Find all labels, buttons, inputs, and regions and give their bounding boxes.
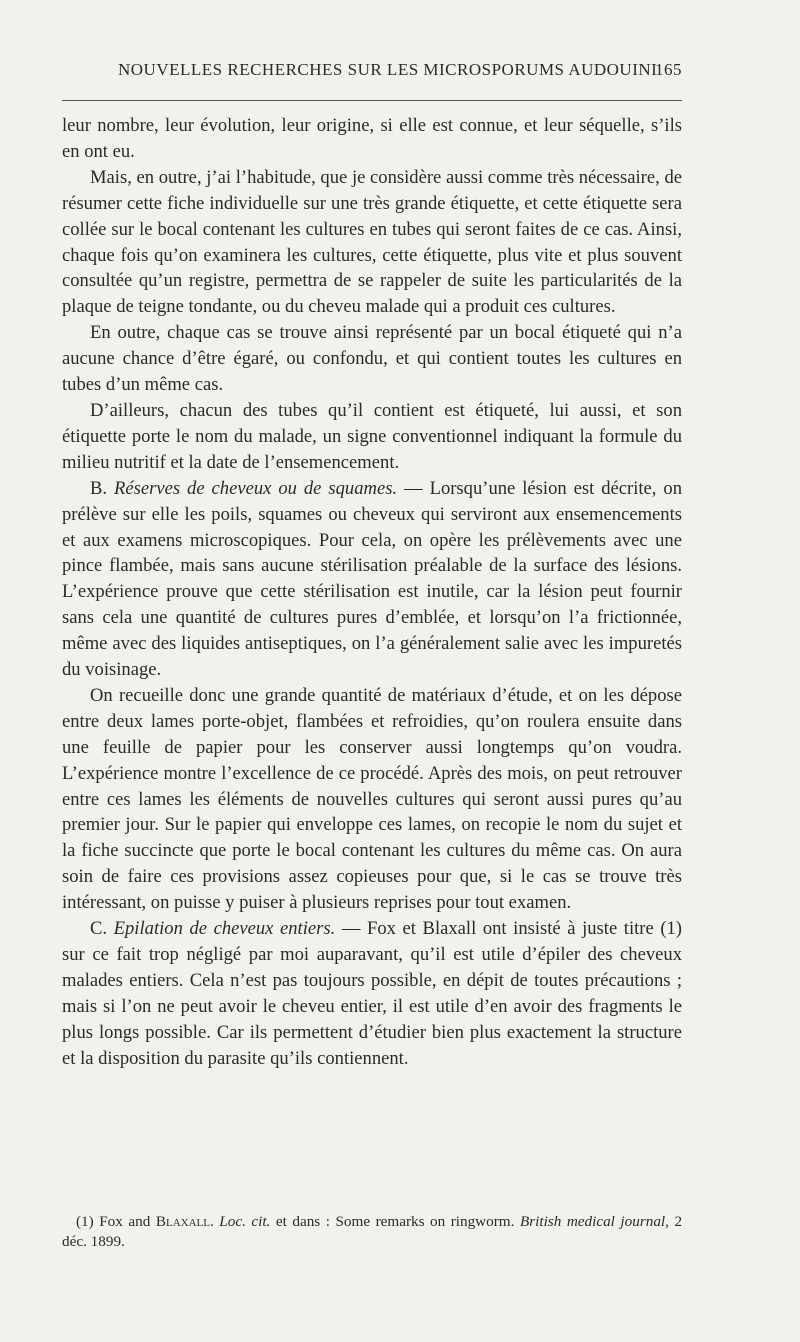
footnote: [62, 1212, 682, 1252]
section-text: — Fox et Blaxall ont insisté à juste titre (1) sur ce fait trop négligé par moi auparavant, qu’il est utile d’épiler des cheveux malades entiers. Cela n’est pas toujours possible, en dépit de toutes précautions ; mais si l’on ne peut avoir le cheveu entier, il est utile d’en avoir des fragments le plus longs possible. Car ils permettent d’étudier bien plus exactement la structure et la disposition du parasite qu’ils contiennent.: [62, 918, 682, 1069]
footnote-text: et dans : Some remarks on ringworm.: [275, 1213, 515, 1230]
paragraph: On recueille donc une grande quantité de matériaux d’étude, et on les dépose entre deux lames porte-objet, flambées et refroidies, qu’on roulera ensuite dans une feuille de papier pour les conserver aussi longtemps qu’on voudra. L’expérience montre l’excellence de ce procédé. Après des mois, on peut retrouver entre ces lames les éléments de nouvelles cultures qui seront aussi pures qu’au premier jour. Sur le papier qui enveloppe ces lames, on recopie le nom du sujet et la fiche succincte que porte le bocal contenant les cultures du même cas. On aura soin de faire ces provisions assez copieuses pour que, si le cas se trouve très intéressant, on puisse y puiser à plusieurs reprises pour tout examen.: [62, 684, 682, 914]
footnote-marker: (1) Fox and: [76, 1213, 151, 1230]
footnote-journal: British medical journal,: [519, 1213, 669, 1230]
section-label: C.: [90, 918, 108, 940]
paragraph: leur nombre, leur évolution, leur origine, si elle est connue, et leur séquelle, s’ils en ont eu.: [62, 115, 682, 162]
paragraph: Mais, en outre, j’ai l’habitude, que je considère aussi comme très nécessaire, de résumer cette fiche individuelle sur une très grande étiquette, et cette étiquette sera collée sur le bocal contenant les cultures en tubes qui seront faites de ce cas. Ainsi, chaque fois qu’on examinera les cultures, cette étiquette, plus vite et plus souvent consultée qu’un registre, permettra de se rappeler de suite les particularités de la plaque de teigne tondante, ou du cheveu malade qui a produit ces cultures.: [62, 166, 682, 318]
body-text: [62, 113, 682, 1072]
footnote-author: Blaxall.: [155, 1213, 214, 1230]
paragraph: En outre, chaque cas se trouve ainsi représenté par un bocal étiqueté qui n’a aucune chance d’être égaré, ou confondu, et qui contient toutes les cultures en tubes d’un même cas.: [62, 322, 682, 396]
paragraph: D’ailleurs, chacun des tubes qu’il contient est étiqueté, lui aussi, et son étiquette porte le nom du malade, un signe conventionnel indiquant la formule du milieu nutritif et la date de l’ensemencement.: [62, 399, 682, 473]
section-c-paragraph: [62, 916, 682, 1071]
section-b-paragraph: [62, 476, 682, 683]
section-label: B.: [90, 477, 108, 499]
section-heading: Epilation de cheveux entiers.: [113, 918, 336, 940]
page-number: 165: [655, 60, 682, 79]
footnote-date: 2 déc. 1899.: [62, 1213, 683, 1250]
running-title: NOUVELLES RECHERCHES SUR LES MICROSPORUMS AUDOUINI: [118, 60, 658, 79]
footnote-ref: Loc. cit.: [219, 1213, 271, 1230]
section-text: — Lorsqu’une lésion est décrite, on prélève sur elle les poils, squames ou cheveux qui serviront aux ensemencements et aux examens microscopiques. Pour cela, on opère les prélèvements avec une pince flambée, mais sans aucune stérilisation préalable de la surface des lésions. L’expérience prouve que cette stérilisation est inutile, car la lésion peut fournir sans cela une quantité de cultures pures d’emblée, et lorsqu’on l’a frictionnée, même avec des liquides antiseptiques, on l’a généralement salie avec les impuretés du voisinage.: [62, 477, 682, 681]
section-heading: Réserves de cheveux ou de squames.: [114, 477, 398, 499]
header-rule: [62, 100, 682, 101]
